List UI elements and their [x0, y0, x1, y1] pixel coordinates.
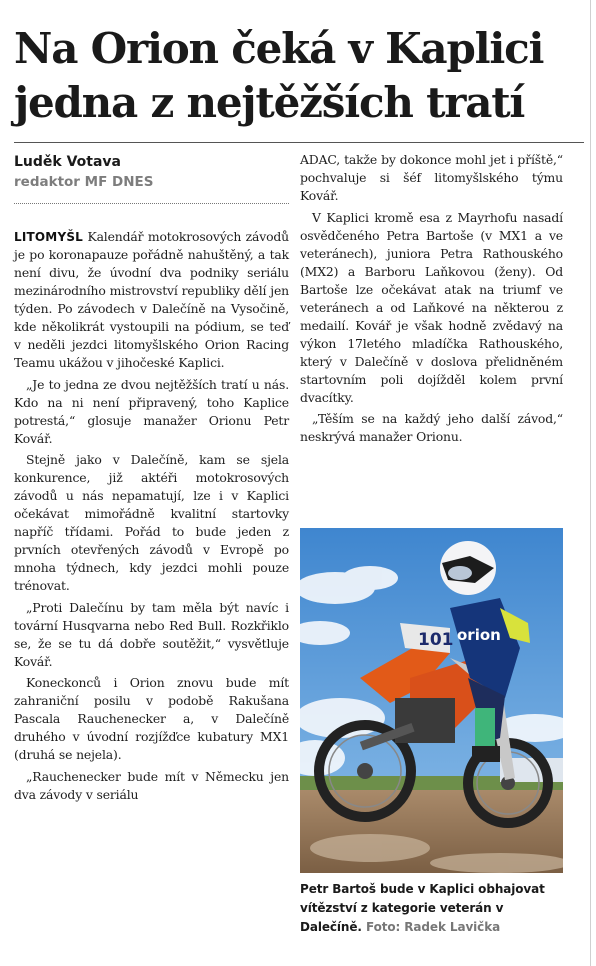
article-column-2	[300, 151, 563, 450]
article-headline	[14, 22, 584, 130]
paragraph: ADAC, takže by dokonce mohl jet i příště,“ pochvaluje si šéf litomyšlského týmu Kovář.	[300, 152, 563, 203]
paragraph: „Je to jedna ze dvou nejtěžších tratí u nás. Kdo na ni není připravený, toho Kaplice potrestá,“ glosuje manažer Orionu Petr Kovář.	[14, 376, 289, 446]
bike-number: 101	[418, 630, 454, 650]
paragraph: V Kaplici kromě esa z Mayrhofu nasadí osvědčeného Petra Bartoše (v MX1 a ve veteránech), juniora Petra Rathouského (MX2) a Barboru Laňkovou (ženy). Od Bartoše lze očekávat atak na triumf ve veteránech a od Laňkové na některou z medailí. Kovář je však hodně zvědavý na výkon 17letého mladíčka Rathouského, který v Dalečíně v doslova přelidněném startovním poli dojížděl kolem první dvacítky.	[300, 209, 563, 405]
author-name: Luděk Votava	[14, 154, 121, 170]
headline-rule	[14, 142, 584, 143]
author-role: redaktor MF DNES	[14, 174, 154, 190]
caption-text: Petr Bartoš bude v Kaplici obhajovat vítězství z kategorie veterán v Dalečíně.	[300, 882, 545, 934]
sponsor-logo-text: orion	[457, 626, 501, 644]
paragraph: „Těším se na každý jeho další závod,“ neskrývá manažer Orionu.	[300, 411, 563, 444]
page-edge-rule	[590, 0, 591, 966]
photo-credit: Foto: Radek Lavička	[365, 920, 501, 934]
paragraph-text: Kalendář motokrosových závodů je po koronapauze pořádně nahuštěný, a tak není divu, že úvodní dva podniky seriálu mezinárodního mistrovství republiky dělí jen týden. Po závodech v Dalečíně na Vysočině, kde několikrát vystoupili na pódium, se teď v neděli jezdci litomyšlského Orion Racing Teamu ukážou v jihočeské Kaplici.	[14, 229, 289, 370]
paragraph: Stejně jako v Dalečíně, kam se sjela konkurence, již aktéři motokrosových závodů u nás nepamatují, lze i v Kaplici očekávat mimořádně kvalitní startovky napříč třídami. Pořád to bude jeden z prvních otevřených závodů v Evropě po mnoha týdnech, kdy jezdci mohli pouze trénovat.	[14, 452, 289, 593]
paragraph: „Proti Dalečínu by tam měla být navíc i tovární Husqvarna nebo Red Bull. Rozkřiklo se, že se tu dá dobře soutěžit,“ vysvětluje Kovář.	[14, 599, 289, 669]
article-column-1	[14, 228, 289, 807]
motocross-rider-image	[300, 528, 563, 873]
byline-rule	[14, 203, 289, 204]
article-photo	[300, 528, 563, 873]
paragraph: Koneckonců i Orion znovu bude mít zahraniční posilu v podobě Rakušana Pascala Rauchenecker a, v Dalečíně druhého v úvodní rozjížďce kubatury MX1 (druhá se nejela).	[14, 675, 289, 762]
headline-line-1: Na Orion čeká v Kaplici	[14, 24, 544, 73]
headline-line-2: jedna z nejtěžších tratí	[14, 78, 525, 127]
paragraph: „Rauchenecker bude mít v Německu jen dva závody v seriálu	[14, 768, 289, 802]
paragraph	[14, 228, 289, 372]
photo-caption	[300, 880, 568, 937]
byline	[14, 152, 289, 192]
dateline: LITOMYŠL	[14, 230, 84, 244]
